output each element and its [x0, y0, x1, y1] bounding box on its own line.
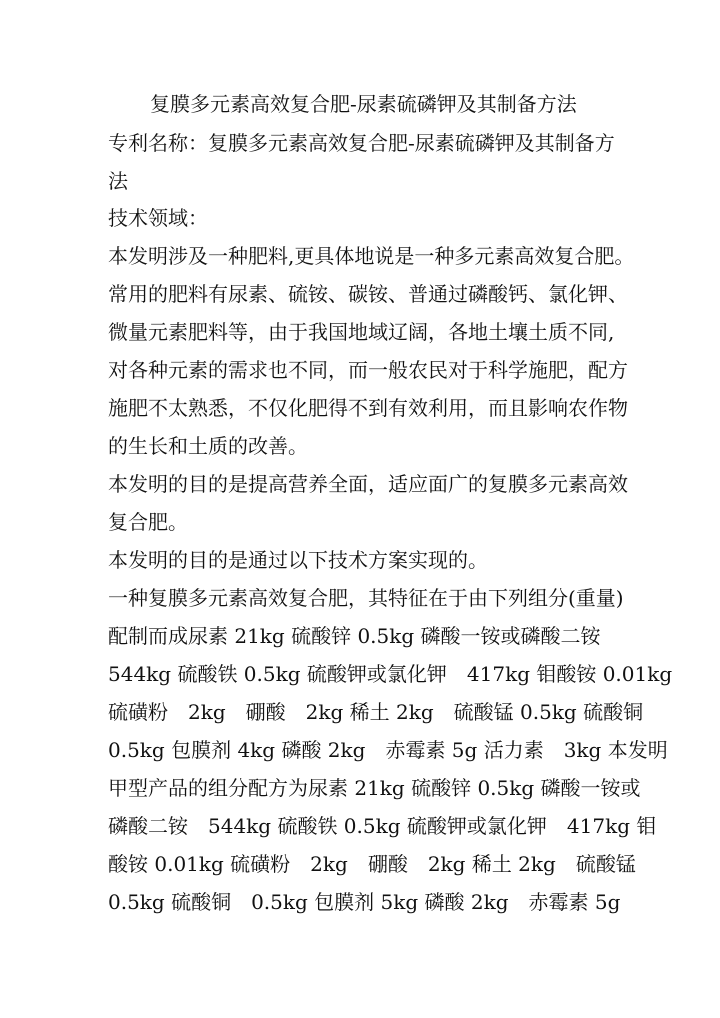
text-line: 复合肥。 [108, 510, 188, 534]
text-line: 甲型产品的组分配方为尿素 21kg 硫酸锌 0.5kg 磷酸一铵或 [108, 776, 641, 800]
text-line: 0.5kg 硫酸铜 0.5kg 包膜剂 5kg 磷酸 2kg 赤霉素 5g [108, 890, 621, 914]
text-line: 对各种元素的需求也不同，而一般农民对于科学施肥，配方 [108, 358, 628, 382]
text-line: 常用的肥料有尿素、硫铵、碳铵、普通过磷酸钙、氯化钾、 [108, 282, 628, 306]
text-line: 配制而成尿素 21kg 硫酸锌 0.5kg 磷酸一铵或磷酸二铵 [108, 624, 601, 648]
text-line: 本发明的目的是通过以下技术方案实现的。 [108, 548, 488, 572]
text-line: 一种复膜多元素高效复合肥，其特征在于由下列组分(重量) [108, 586, 624, 610]
text-line: 法 [108, 169, 128, 193]
text-line: 0.5kg 包膜剂 4kg 磷酸 2kg 赤霉素 5g 活力素 3kg 本发明 [108, 738, 668, 762]
text-line: 本发明涉及一种肥料,更具体地说是一种多元素高效复合肥。 [108, 244, 635, 268]
text-line: 微量元素肥料等，由于我国地域辽阔，各地土壤土质不同, [108, 320, 615, 344]
text-line: 544kg 硫酸铁 0.5kg 硫酸钾或氯化钾 417kg 钼酸铵 0.01kg [108, 662, 673, 686]
text-line: 的生长和土质的改善。 [108, 434, 308, 458]
text-line: 专利名称：复膜多元素高效复合肥-尿素硫磷钾及其制备方 [108, 131, 615, 155]
text-line: 磷酸二铵 544kg 硫酸铁 0.5kg 硫酸钾或氯化钾 417kg 钼 [108, 814, 657, 838]
text-line: 本发明的目的是提高营养全面，适应面广的复膜多元素高效 [108, 472, 628, 496]
document-title: 复膜多元素高效复合肥-尿素硫磷钾及其制备方法 [150, 92, 577, 116]
text-line: 施肥不太熟悉，不仅化肥得不到有效利用，而且影响农作物 [108, 396, 628, 420]
section-heading: 技术领域： [108, 206, 208, 230]
text-line: 酸铵 0.01kg 硫磺粉 2kg 硼酸 2kg 稀土 2kg 硫酸锰 [108, 852, 636, 876]
text-line: 硫磺粉 2kg 硼酸 2kg 稀土 2kg 硫酸锰 0.5kg 硫酸铜 [108, 700, 644, 724]
